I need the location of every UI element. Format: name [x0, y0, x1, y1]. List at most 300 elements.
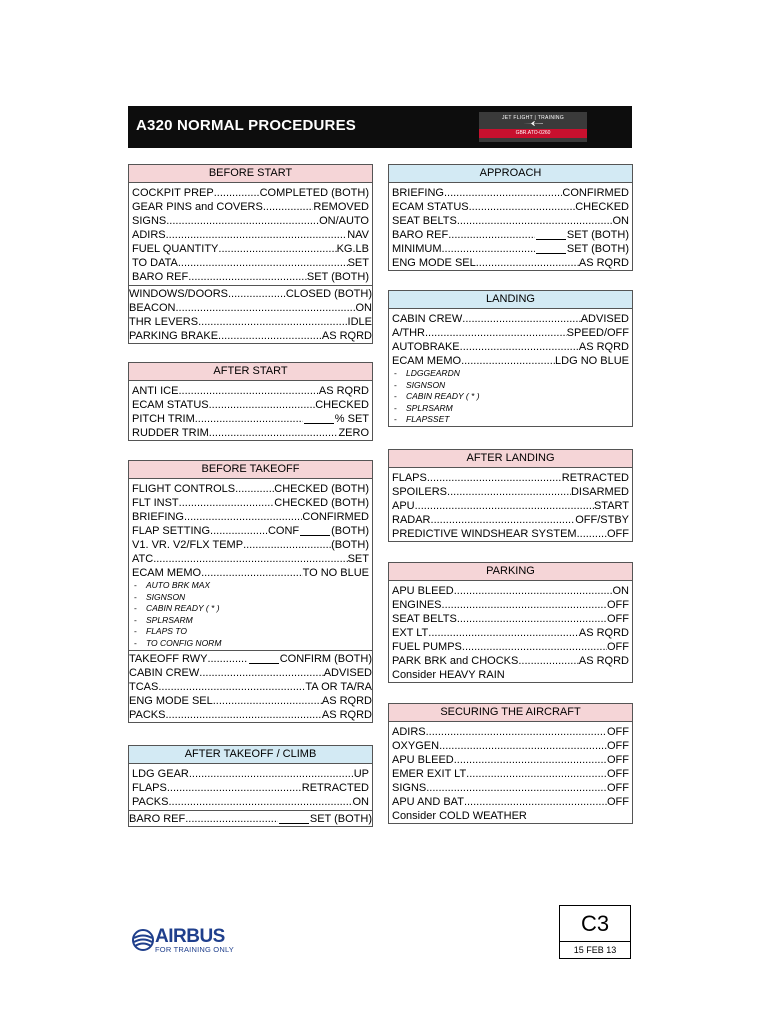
sub-item-label: SPLRSARM	[146, 614, 193, 625]
dot-leader	[218, 329, 322, 343]
checklist-item	[132, 214, 369, 228]
checklist-item	[392, 795, 629, 809]
dash-bullet-icon: -	[134, 637, 137, 648]
item-value: OFF	[607, 754, 629, 766]
airbus-tagline: FOR TRAINING ONLY	[155, 945, 234, 954]
dot-leader	[207, 652, 247, 666]
checklist-item	[129, 329, 372, 343]
checklist-landing	[388, 290, 633, 427]
item-value: SPEED/OFF	[566, 327, 629, 339]
item-label: ADIRS	[132, 229, 166, 241]
item-label: FLAPS	[132, 782, 167, 794]
dot-leader	[415, 499, 594, 513]
dot-leader	[185, 812, 278, 826]
fill-in-blank	[536, 243, 566, 254]
checklist-item	[132, 566, 369, 580]
dot-leader	[198, 315, 347, 329]
dot-leader	[439, 739, 607, 753]
checklist-item	[392, 200, 629, 214]
item-label: BRIEFING	[132, 511, 184, 523]
item-label: EXT LT	[392, 627, 429, 639]
item-value: RETRACTED	[301, 782, 369, 794]
checklist-item	[132, 524, 369, 538]
checklist-item	[129, 680, 372, 694]
before-start-group	[129, 285, 372, 343]
item-value: CONFIRMED	[302, 511, 369, 523]
item-value: OFF	[607, 796, 629, 808]
item-value: NAV	[347, 229, 369, 241]
before-takeoff-group	[132, 482, 369, 649]
item-label: FLAPS	[392, 472, 427, 484]
item-label: FLAP SETTING	[132, 525, 211, 537]
landing-items	[389, 309, 632, 426]
parking-group	[392, 584, 629, 682]
checklist-item	[129, 301, 372, 315]
parking-title: PARKING	[389, 563, 632, 581]
before-start-title: BEFORE START	[129, 165, 372, 183]
dash-bullet-icon: -	[134, 626, 137, 636]
item-label: FLIGHT CONTROLS	[132, 483, 236, 495]
dot-leader	[235, 482, 274, 496]
item-label: SEAT BELTS	[392, 215, 457, 227]
sub-item	[132, 592, 369, 604]
item-value: AS RQRD	[578, 655, 629, 667]
item-label: APU BLEED	[392, 585, 454, 597]
item-label: FUEL PUMPS	[392, 641, 462, 653]
after-landing-title: AFTER LANDING	[389, 450, 632, 468]
checklist-item	[392, 186, 629, 200]
checklist-item	[132, 242, 369, 256]
checklist-item	[392, 781, 629, 795]
checklist-item	[132, 510, 369, 524]
checklist-item	[392, 312, 629, 326]
airbus-logo	[131, 926, 251, 956]
item-label: TCAS	[129, 681, 159, 693]
dot-leader	[210, 524, 268, 538]
item-value: LDG NO BLUE	[555, 355, 629, 367]
item-value: SET	[347, 257, 369, 269]
item-label: ECAM MEMO	[132, 567, 202, 579]
item-label: AUTOBRAKE	[392, 341, 460, 353]
before-takeoff-title: BEFORE TAKEOFF	[129, 461, 372, 479]
dot-leader	[178, 384, 318, 398]
before-takeoff-group	[129, 650, 372, 722]
after-landing-group	[392, 471, 629, 541]
dot-leader	[199, 666, 323, 680]
dot-leader	[454, 753, 607, 767]
approach-group	[392, 186, 629, 270]
dot-leader	[431, 513, 576, 527]
checklist-item	[129, 708, 372, 722]
item-label: MINIMUM	[392, 243, 442, 255]
jet-flight-training-logo	[479, 112, 587, 142]
item-value: SET (BOTH)	[306, 271, 369, 283]
item-value: AS RQRD	[321, 695, 372, 707]
dot-leader	[218, 242, 336, 256]
checklist-item	[129, 315, 372, 329]
checklist-item	[129, 652, 372, 666]
sub-item-label: FLAPSSET	[406, 414, 450, 424]
dot-leader	[466, 767, 607, 781]
dot-leader	[461, 354, 555, 368]
checklist-securing	[388, 703, 633, 824]
checklist-item	[129, 812, 372, 826]
item-value: COMPLETED (BOTH)	[259, 187, 369, 199]
item-label: CABIN CREW	[129, 667, 200, 679]
sub-item-label: LDGGEARDN	[406, 368, 460, 378]
dot-leader	[464, 795, 607, 809]
checklist-item	[132, 538, 369, 552]
dot-leader	[447, 485, 571, 499]
item-value: SET (BOTH)	[566, 229, 629, 241]
sub-item	[132, 638, 369, 650]
item-value: ON	[612, 585, 629, 597]
checklist-item	[132, 781, 369, 795]
dot-leader	[195, 412, 303, 426]
fill-in-blank	[304, 413, 334, 424]
after-takeoff-group	[129, 810, 372, 826]
checklist-item	[132, 496, 369, 510]
dot-leader	[188, 270, 307, 284]
checklist-before-takeoff	[128, 460, 373, 723]
item-value: CHECKED	[315, 399, 369, 411]
checklist-item	[392, 753, 629, 767]
checklist-item	[392, 214, 629, 228]
item-label: APU AND BAT	[392, 796, 464, 808]
airplane-icon	[523, 121, 543, 126]
item-value: (BOTH)	[331, 539, 369, 551]
checklist-item	[132, 186, 369, 200]
fill-in-blank	[300, 525, 330, 536]
dot-leader	[184, 510, 302, 524]
checklist-item	[392, 668, 629, 682]
item-value: REMOVED	[313, 201, 369, 213]
after-takeoff-group	[132, 767, 369, 809]
checklist-item	[129, 287, 372, 301]
item-value: KG.LB	[336, 243, 369, 255]
dot-leader	[201, 566, 303, 580]
airbus-wordmark: AIRBUS	[155, 926, 225, 947]
checklist-item	[132, 270, 369, 284]
sub-item	[132, 626, 369, 638]
checklist-item	[392, 809, 629, 823]
dot-leader	[442, 242, 535, 256]
fill-in-blank	[279, 813, 309, 824]
sub-item	[132, 580, 369, 592]
item-value: CHECKED	[575, 201, 629, 213]
checklist-item	[392, 340, 629, 354]
checklist-item	[392, 326, 629, 340]
item-value: SET	[347, 553, 369, 565]
page-header	[128, 106, 632, 148]
item-label: ECAM MEMO	[392, 355, 462, 367]
checklist-item	[392, 499, 629, 513]
item-label: SIGNS	[132, 215, 167, 227]
item-value: TO NO BLUE	[302, 567, 369, 579]
checklist-item	[132, 228, 369, 242]
checklist-item	[392, 584, 629, 598]
checklist-item	[392, 256, 629, 270]
checklist-item	[132, 412, 369, 426]
dot-leader	[166, 228, 348, 242]
item-label: SIGNS	[392, 782, 427, 794]
approach-title: APPROACH	[389, 165, 632, 183]
checklist-item	[132, 256, 369, 270]
item-value: CHECKED (BOTH)	[274, 483, 369, 495]
item-value: ON	[612, 215, 629, 227]
item-value: CONF	[267, 525, 300, 537]
dot-leader	[178, 256, 348, 270]
page-id-box	[559, 905, 631, 959]
checklist-item	[392, 228, 629, 242]
checklist-parking	[388, 562, 633, 683]
item-value: RETRACTED	[561, 472, 629, 484]
item-label: PARK BRK and CHOCKS	[392, 655, 519, 667]
item-value: CHECKED (BOTH)	[274, 497, 369, 509]
checklist-item	[129, 666, 372, 680]
checklist-item	[392, 654, 629, 668]
sub-item-label: CABIN READY ( * )	[406, 391, 480, 401]
item-label: ECAM STATUS	[132, 399, 209, 411]
dot-leader	[448, 228, 535, 242]
item-label: ATC	[132, 553, 154, 565]
item-value: ADVISED	[323, 667, 372, 679]
dot-leader	[189, 767, 354, 781]
dash-bullet-icon: -	[394, 379, 397, 390]
logo-text-top: JET FLIGHT | TRAINING	[501, 115, 565, 121]
item-value: SET (BOTH)	[566, 243, 629, 255]
item-label: V1. VR. V2/FLX TEMP	[132, 539, 244, 551]
dot-leader	[427, 471, 562, 485]
dot-leader	[518, 654, 579, 668]
page-title: A320 NORMAL PROCEDURES	[136, 117, 356, 134]
item-value: START	[593, 500, 629, 512]
item-label: ANTI ICE	[132, 385, 179, 397]
sub-item-label: TO CONFIG NORM	[146, 637, 222, 648]
item-value: OFF	[607, 613, 629, 625]
dot-leader	[425, 326, 567, 340]
dot-leader	[444, 186, 562, 200]
after-start-title: AFTER START	[129, 363, 372, 381]
dot-leader	[228, 287, 286, 301]
item-value: IDLE	[347, 316, 372, 328]
checklist-item	[132, 384, 369, 398]
before-start-items	[129, 183, 372, 343]
parking-items	[389, 581, 632, 682]
page-code: C3	[560, 906, 630, 942]
item-label: BARO REF	[129, 813, 186, 825]
item-label: BARO REF	[392, 229, 449, 241]
dot-leader	[213, 694, 322, 708]
item-label: THR LEVERS	[129, 316, 199, 328]
sub-item-label: SPLRSARM	[406, 402, 453, 413]
checklist-after-landing	[388, 449, 633, 542]
checklist-item	[392, 471, 629, 485]
item-label: TAKEOFF RWY	[129, 653, 208, 665]
item-label: PREDICTIVE WINDSHEAR SYSTEM	[392, 528, 577, 540]
checklist-approach	[388, 164, 633, 271]
dot-leader	[167, 781, 302, 795]
checklist-item	[132, 482, 369, 496]
item-value: OFF	[607, 599, 629, 611]
item-label: EMER EXIT LT	[392, 768, 467, 780]
item-label: Consider COLD WEATHER	[392, 810, 527, 822]
item-value: AS RQRD	[578, 341, 629, 353]
dash-bullet-icon: -	[134, 591, 137, 602]
item-label: GEAR PINS and COVERS	[132, 201, 263, 213]
item-label: ENG MODE SEL	[129, 695, 213, 707]
item-value: ON	[355, 302, 372, 314]
item-value: UP	[353, 768, 369, 780]
airbus-globe-icon	[131, 928, 155, 952]
dot-leader	[175, 301, 355, 315]
checklist-item	[132, 200, 369, 214]
dot-leader	[165, 708, 321, 722]
dash-bullet-icon: -	[134, 580, 137, 590]
checklist-item	[132, 398, 369, 412]
dot-leader	[454, 584, 613, 598]
sub-item-label: SIGNSON	[146, 591, 186, 602]
after-landing-items	[389, 468, 632, 541]
item-label: PARKING BRAKE	[129, 330, 219, 342]
checklist-item	[392, 354, 629, 368]
item-value: ZERO	[338, 427, 369, 439]
item-label: PACKS	[132, 796, 169, 808]
item-label: FUEL QUANTITY	[132, 243, 219, 255]
dot-leader	[158, 680, 305, 694]
item-label: CABIN CREW	[392, 313, 463, 325]
item-label: WINDOWS/DOORS	[129, 288, 228, 300]
item-value: CLOSED (BOTH)	[285, 288, 372, 300]
after-takeoff-items	[129, 764, 372, 826]
item-label: FLT INST	[132, 497, 179, 509]
dot-leader	[442, 598, 607, 612]
sub-item	[392, 403, 629, 415]
before-start-group	[132, 186, 369, 284]
dot-leader	[179, 496, 275, 510]
checklist-item	[132, 552, 369, 566]
item-label: RADAR	[392, 514, 431, 526]
dash-bullet-icon: -	[394, 402, 397, 413]
logo-text-bottom: GBR.ATO-0260	[479, 129, 587, 138]
dot-leader	[426, 781, 607, 795]
securing-group	[392, 725, 629, 823]
dot-leader	[153, 552, 347, 566]
item-label: APU BLEED	[392, 754, 454, 766]
item-label: Consider HEAVY RAIN	[392, 669, 505, 681]
sub-item	[392, 414, 629, 426]
landing-group	[392, 312, 629, 426]
sub-item-label: SIGNSON	[406, 379, 446, 390]
sub-item-label: FLAPS TO	[146, 626, 187, 636]
checklist-item	[392, 739, 629, 753]
dot-leader	[462, 640, 607, 654]
item-value: ON	[352, 796, 369, 808]
checklist-item	[392, 640, 629, 654]
checklist-item	[392, 725, 629, 739]
item-value: ON/AUTO	[319, 215, 369, 227]
sub-item-label: CABIN READY ( * )	[146, 603, 220, 613]
item-label: BRIEFING	[392, 187, 444, 199]
checklist-item	[132, 795, 369, 809]
item-label: ENG MODE SEL	[392, 257, 476, 269]
checklist-item	[392, 767, 629, 781]
sub-item	[132, 603, 369, 615]
dot-leader	[209, 426, 339, 440]
item-value: OFF	[607, 641, 629, 653]
checklist-item	[129, 694, 372, 708]
item-value: SET (BOTH)	[309, 813, 372, 825]
page-date: 15 FEB 13	[573, 945, 617, 955]
item-value: OFF	[607, 740, 629, 752]
sub-item-label: AUTO BRK MAX	[146, 580, 211, 590]
approach-items	[389, 183, 632, 270]
item-value-extra: (BOTH)	[331, 525, 369, 537]
item-value: CONFIRMED	[562, 187, 629, 199]
dot-leader	[577, 527, 607, 541]
checklist-after-start	[128, 362, 373, 441]
item-value: OFF	[607, 768, 629, 780]
item-value: % SET	[334, 413, 369, 425]
item-label: RUDDER TRIM	[132, 427, 209, 439]
item-value: AS RQRD	[321, 709, 372, 721]
item-value: OFF/STBY	[575, 514, 629, 526]
checklist-item	[132, 767, 369, 781]
item-label: LDG GEAR	[132, 768, 189, 780]
securing-items	[389, 722, 632, 823]
dot-leader	[426, 725, 607, 739]
item-value: TA OR TA/RA	[305, 681, 372, 693]
after-start-group	[132, 384, 369, 440]
checklist-item	[392, 242, 629, 256]
checklist-item	[392, 513, 629, 527]
checklist-item	[132, 426, 369, 440]
item-label: ADIRS	[392, 726, 426, 738]
item-label: A/THR	[392, 327, 425, 339]
dot-leader	[476, 256, 579, 270]
dash-bullet-icon: -	[394, 414, 397, 424]
item-value: OFF	[607, 528, 629, 540]
dash-bullet-icon: -	[134, 614, 137, 625]
item-value: CONFIRM (BOTH)	[279, 653, 372, 665]
checklist-item	[392, 626, 629, 640]
after-takeoff-title: AFTER TAKEOFF / CLIMB	[129, 746, 372, 764]
item-label: TO DATA	[132, 257, 178, 269]
item-label: SPOILERS	[392, 486, 448, 498]
item-label: OXYGEN	[392, 740, 440, 752]
checklist-item	[392, 612, 629, 626]
checklist-item	[392, 485, 629, 499]
sub-item	[392, 391, 629, 403]
after-start-items	[129, 381, 372, 440]
checklist-after-takeoff	[128, 745, 373, 827]
dash-bullet-icon: -	[134, 603, 137, 613]
item-value: DISARMED	[570, 486, 629, 498]
item-label: PITCH TRIM	[132, 413, 195, 425]
item-label: APU	[392, 500, 415, 512]
sub-item	[392, 380, 629, 392]
dot-leader	[214, 186, 260, 200]
item-value: OFF	[607, 726, 629, 738]
item-label: BEACON	[129, 302, 176, 314]
item-value: ADVISED	[580, 313, 629, 325]
checklist-item	[392, 598, 629, 612]
checklist-before-start	[128, 164, 373, 344]
dot-leader	[462, 312, 580, 326]
item-label: BARO REF	[132, 271, 189, 283]
item-value: AS RQRD	[578, 627, 629, 639]
item-label: SEAT BELTS	[392, 613, 457, 625]
